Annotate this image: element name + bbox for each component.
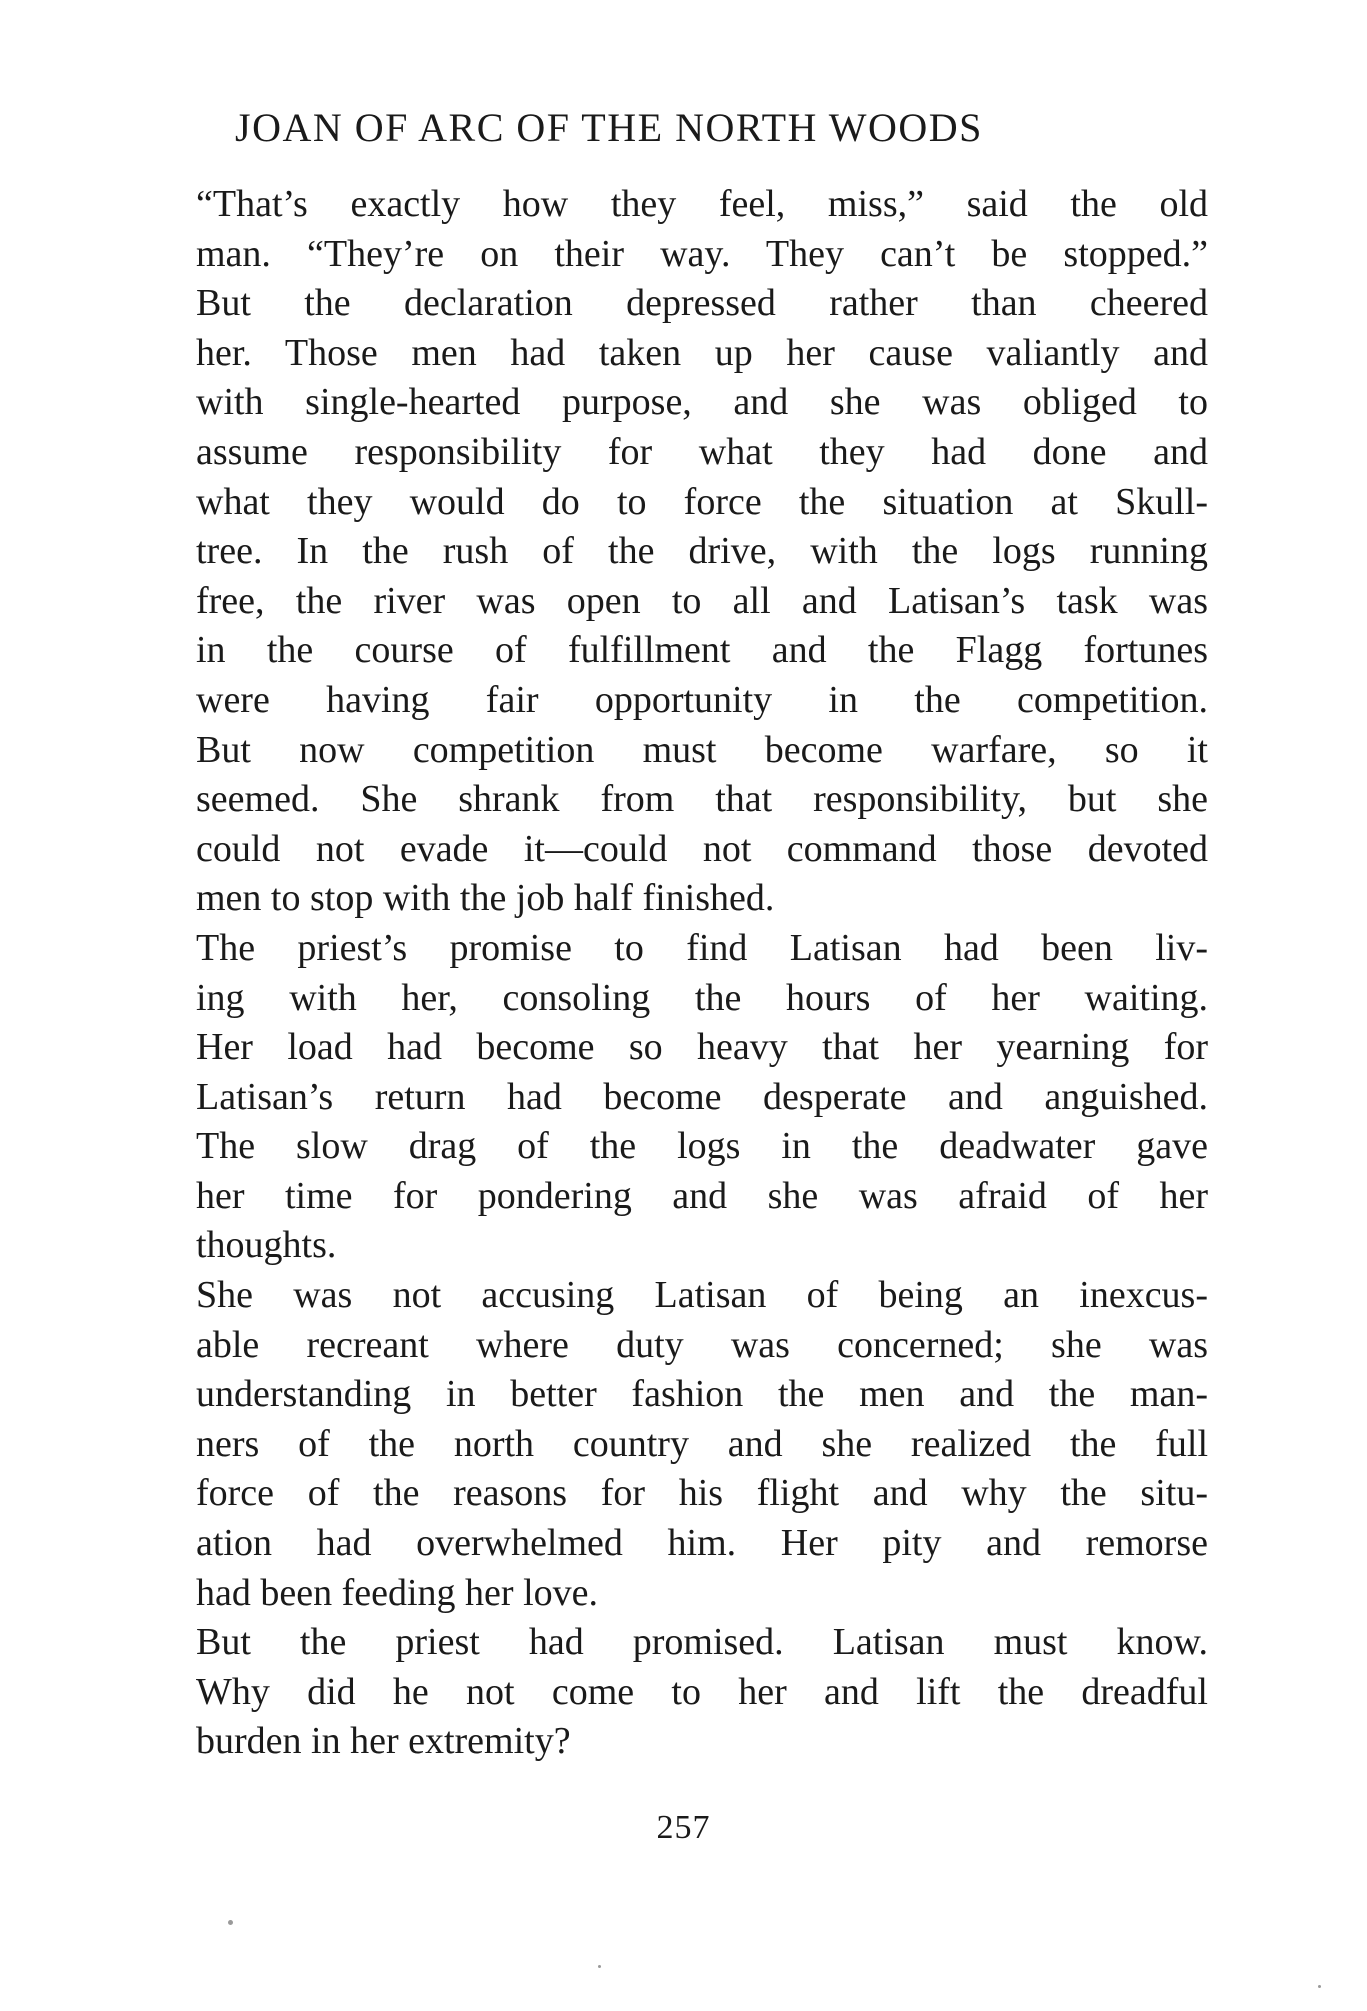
paragraph-4	[196, 1122, 1208, 1271]
paper-speck	[228, 1920, 233, 1925]
text-line: tree. In the rush of the drive, with the logs running	[196, 530, 1208, 573]
text-line: But the priest had promised. Latisan must know.	[196, 1621, 1208, 1664]
text-line: ners of the north country and she realized the full	[196, 1422, 1208, 1465]
text-line: burden in her extremity?	[196, 1720, 571, 1763]
text-line: The slow drag of the logs in the deadwater gave	[196, 1125, 1208, 1168]
paper-speck	[598, 1965, 601, 1968]
running-head: JOAN OF ARC OF THE NORTH WOODS	[235, 105, 983, 150]
text-line: had been feeding her love.	[196, 1571, 598, 1614]
text-line: her. Those men had taken up her cause valiantly and	[196, 331, 1208, 374]
text-line: thoughts.	[196, 1224, 337, 1267]
text-line: were having fair opportunity in the competition.	[196, 678, 1208, 721]
text-line: man. “They’re on their way. They can’t be stopped.”	[196, 232, 1208, 275]
text-line: able recreant where duty was concerned; she was	[196, 1323, 1208, 1366]
text-line: Why did he not come to her and lift the dreadful	[196, 1670, 1208, 1713]
text-line: could not evade it—could not command those devoted	[196, 827, 1208, 870]
text-line: what they would do to force the situation at Skull-	[196, 480, 1208, 523]
text-line: seemed. She shrank from that responsibility, but she	[196, 778, 1208, 821]
paragraph-6	[196, 1618, 1208, 1767]
text-line: Latisan’s return had become desperate and anguished.	[196, 1075, 1208, 1118]
text-line: The priest’s promise to find Latisan had been liv-	[196, 926, 1208, 969]
text-line: with single-hearted purpose, and she was obliged to	[196, 381, 1208, 424]
text-line: understanding in better fashion the men and the man-	[196, 1373, 1208, 1416]
paragraph-2	[196, 279, 1208, 924]
text-line: ing with her, consoling the hours of her waiting.	[196, 976, 1208, 1019]
text-line: But the declaration depressed rather than cheered	[196, 282, 1208, 325]
text-line: assume responsibility for what they had done and	[196, 430, 1208, 473]
text-line: ation had overwhelmed him. Her pity and remorse	[196, 1522, 1208, 1565]
paragraph-1	[196, 180, 1208, 279]
text-line: in the course of fulfillment and the Flagg fortunes	[196, 629, 1208, 672]
text-line: She was not accusing Latisan of being an inexcus-	[196, 1274, 1208, 1317]
text-line: men to stop with the job half finished.	[196, 877, 775, 920]
paper-speck	[1318, 1985, 1321, 1988]
text-line: force of the reasons for his flight and why the situ-	[196, 1472, 1208, 1515]
text-line: But now competition must become warfare, so it	[196, 728, 1208, 771]
text-line: her time for pondering and she was afraid of her	[196, 1174, 1208, 1217]
text-line: “That’s exactly how they feel, miss,” said the old	[196, 183, 1208, 225]
text-line: free, the river was open to all and Latisan’s task was	[196, 579, 1208, 622]
paragraph-3	[196, 924, 1208, 1122]
paragraph-5	[196, 1271, 1208, 1618]
text-line: Her load had become so heavy that her yearning for	[196, 1026, 1208, 1069]
page-number: 257	[656, 1809, 711, 1846]
body-text	[196, 180, 1208, 1767]
